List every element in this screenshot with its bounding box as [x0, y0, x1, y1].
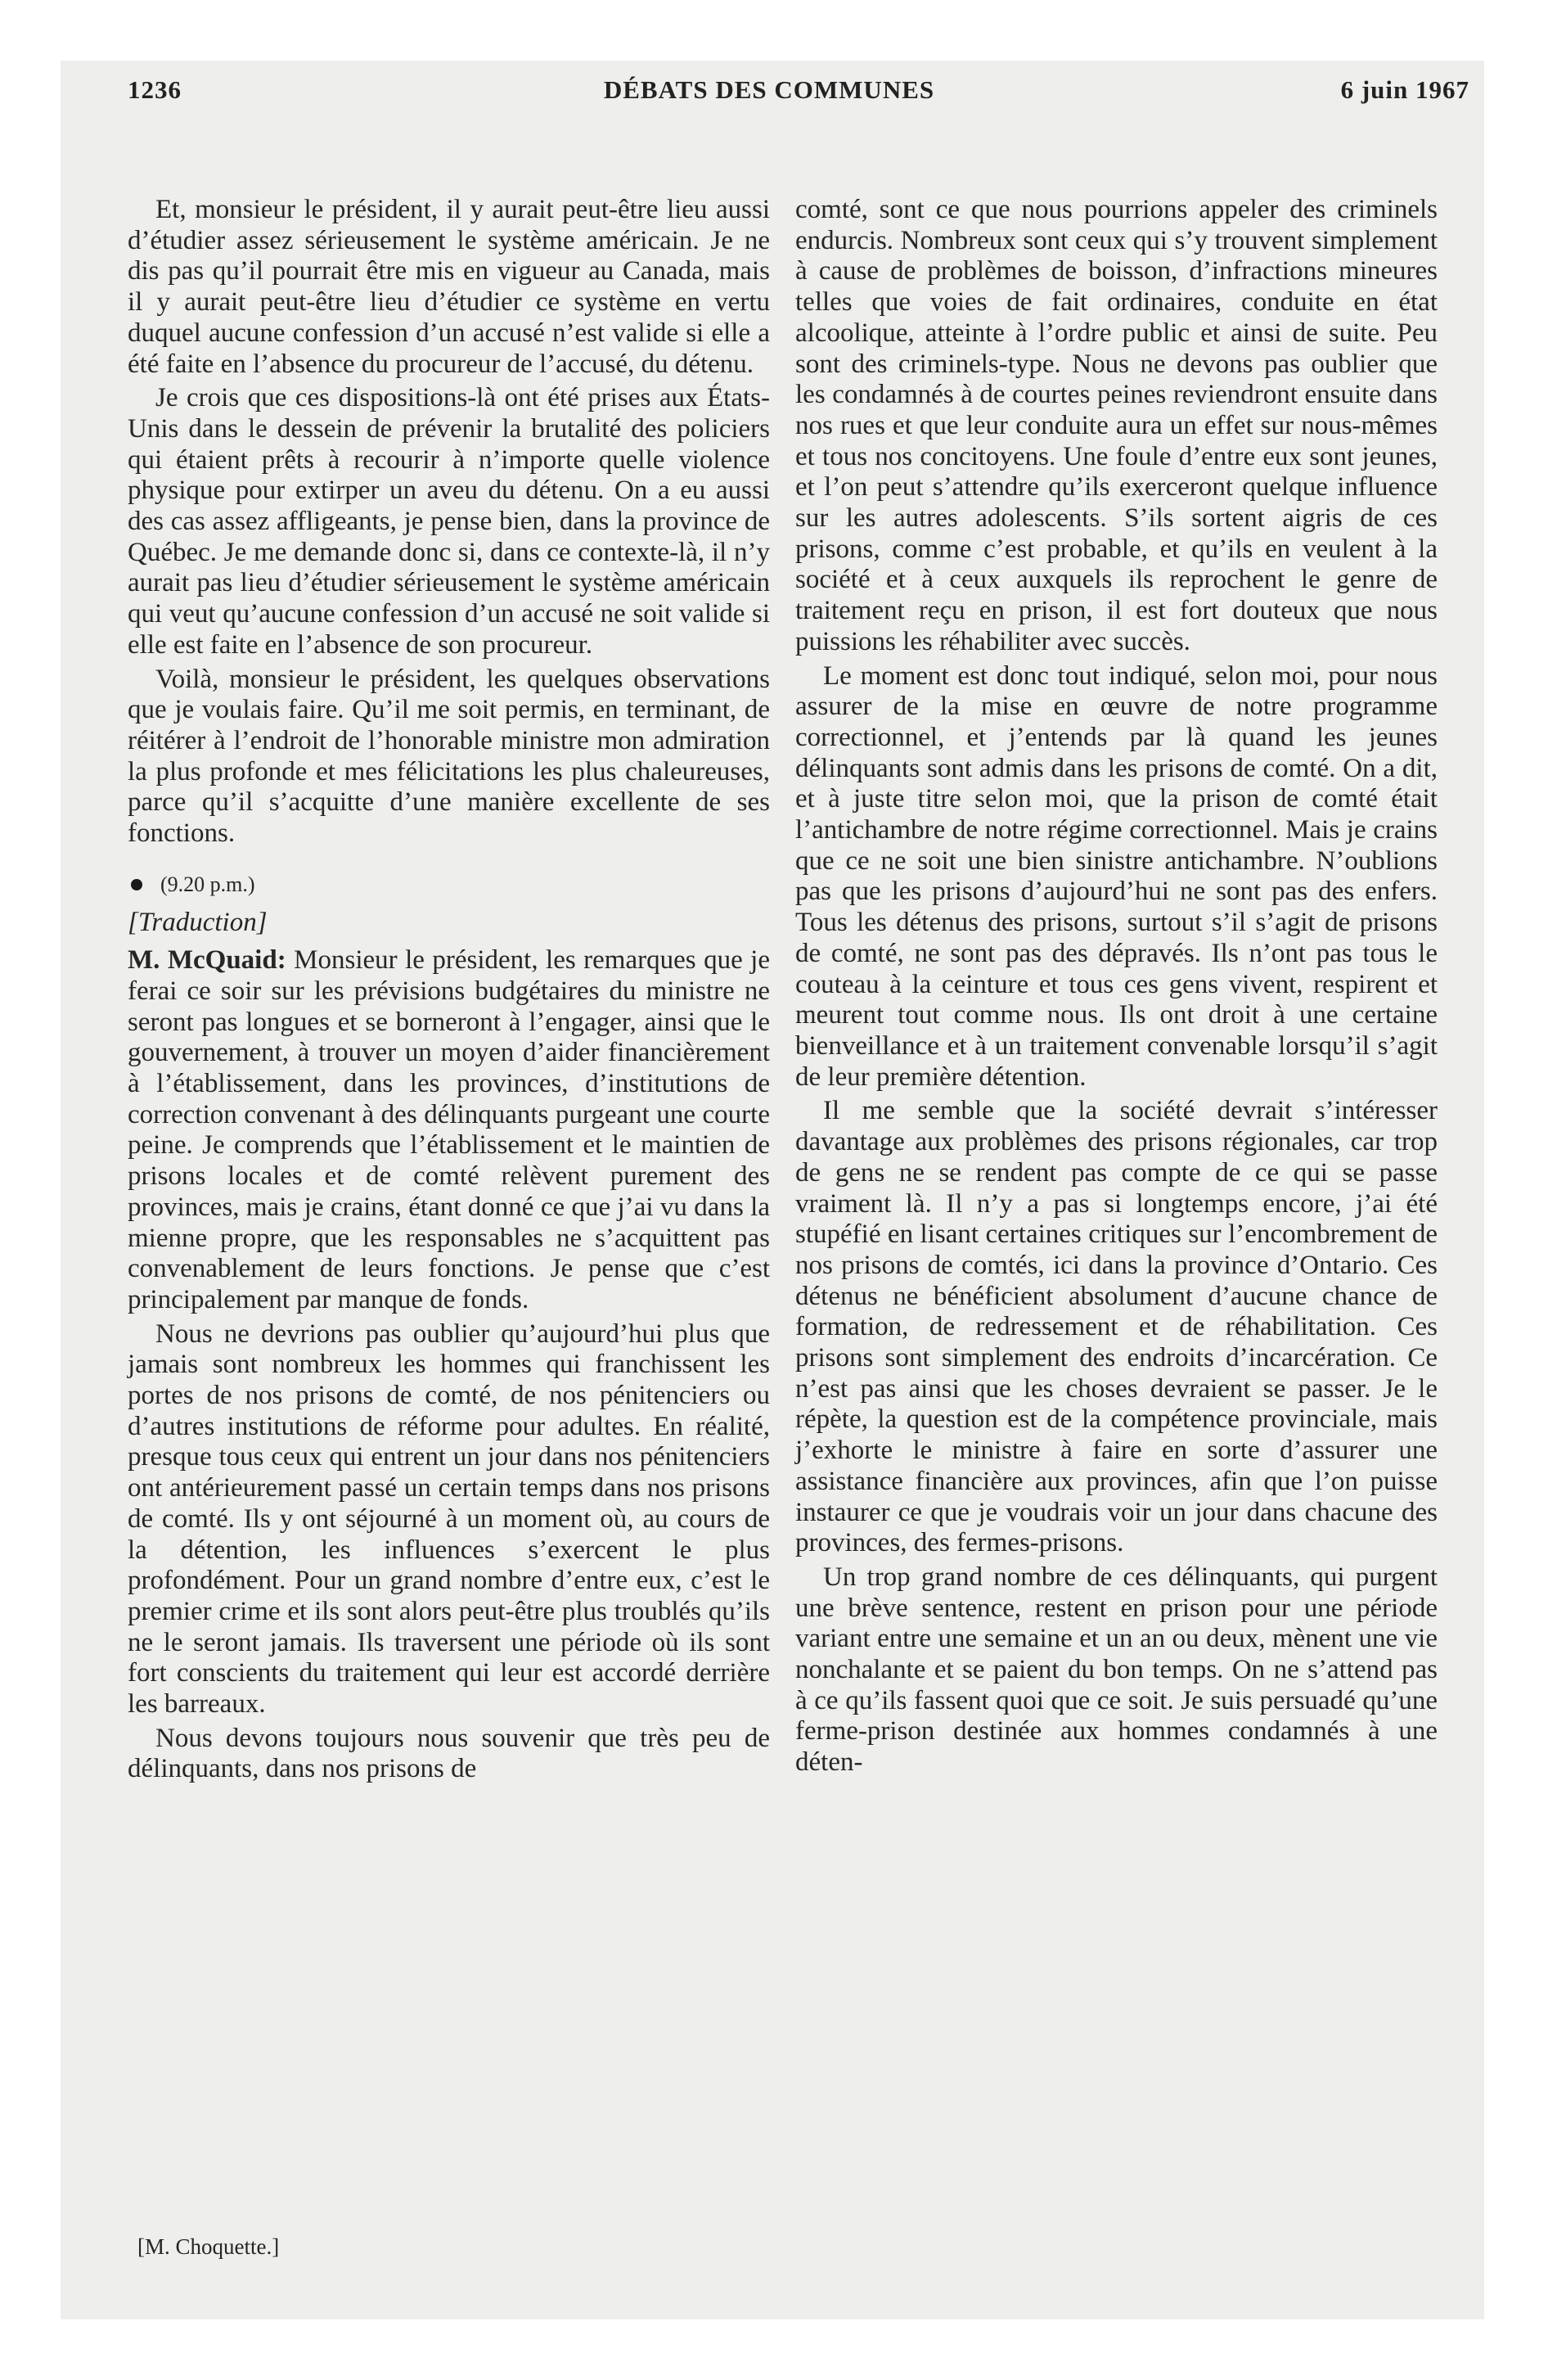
- time-marker: [128, 869, 770, 900]
- paragraph: Il me semble que la société devrait s’intéresser davantage aux problèmes des prisons régionales, car trop de gens ne se rendent pas compte de ce qui se passe vraiment là. Il n’y a pas si longtemps encore, j’ai été stupéfié en lisant certaines critiques sur l’encombrement de nos prisons de comtés, ici dans la province d’Ontario. Ces détenus ne bénéficient absolument d’aucune chance de formation, de redressement et de réhabilitation. Ces prisons sont simplement des endroits d’incarcération. Ce n’est pas ainsi que les choses devraient se passer. Je le répète, la question est de la compétence provinciale, mais j’exhorte le ministre à faire en sorte d’assurer une assistance financière aux provinces, afin que l’on puisse instaurer ce que je voudrais voir un jour dans chacune des provinces, des fermes-prisons.: [795, 1096, 1438, 1558]
- bullet-icon: [131, 879, 142, 890]
- paragraph: Un trop grand nombre de ces délinquants, qui purgent une brève sentence, restent en prison pour une période variant entre une semaine et un an ou deux, mènent une vie nonchalante et se paient du bon temps. On ne s’attend pas à ce qu’ils fassent quoi que ce soit. Je suis persuadé qu’une ferme-prison destinée aux hommes condamnés à une déten-: [795, 1562, 1438, 1778]
- issue-date: 6 juin 1967: [1340, 75, 1469, 104]
- time-marker-text: (9.20 p.m.): [160, 872, 255, 896]
- paragraph: Nous ne devrions pas oublier qu’aujourd’hui plus que jamais sont nombreux les hommes qui franchissent les portes de nos prisons de comté, de nos pénitenciers ou d’autres institutions de réforme pour adultes. En réalité, presque tous ceux qui entrent un jour dans nos pénitenciers ont antérieurement passé un certain temps dans nos prisons de comté. Ils y ont séjourné à un moment où, au cours de la détention, les influences s’exercent le plus profondément. Pour un grand nombre d’entre eux, c’est le premier crime et ils sont alors peut-être plus troublés qu’ils ne le seront jamais. Ils traversent une période où ils sont fort conscients du traitement qui leur est accordé derrière les barreaux.: [128, 1318, 770, 1720]
- paragraph: Je crois que ces dispositions-là ont été prises aux États-Unis dans le dessein de prévenir la brutalité des policiers qui étaient prêts à recourir à n’importe quelle violence physique pour extirper un aveu du détenu. On a eu aussi des cas assez affligeants, je pense bien, dans la province de Québec. Je me demande donc si, dans ce contexte-là, il n’y aurait pas lieu d’étudier sérieusement le système américain qui veut qu’aucune confession d’un accusé ne soit valide si elle est faite en l’absence de son procureur.: [128, 383, 770, 660]
- paragraph: comté, sont ce que nous pourrions appeler des criminels endurcis. Nombreux sont ceux qui s’y trouvent simplement à cause de problèmes de boisson, d’infractions mineures telles que voies de fait ordinaires, conduite en état alcoolique, atteinte à l’ordre public et ainsi de suite. Peu sont des criminels-type. Nous ne devons pas oublier que les condamnés à de courtes peines reviendront ensuite dans nos rues et que leur conduite aura un effet sur nous-mêmes et tous nos concitoyens. Une foule d’entre eux sont jeunes, et l’on peut s’attendre qu’ils exerceront quelque influence sur les autres adolescents. S’ils sortent aigris de ces prisons, comme c’est probable, et qu’ils en veulent à la société et à ceux auxquels ils reprochent le genre de traitement reçu en prison, il est fort douteux que nous puissions les réhabiliter avec succès.: [795, 195, 1438, 656]
- page-header: [69, 75, 1469, 108]
- paragraph: Voilà, monsieur le président, les quelques observations que je voulais faire. Qu’il me soit permis, en terminant, de réitérer à l’endroit de l’honorable ministre mon admiration la plus profonde et mes félicitations les plus chaleureuses, parce qu’il s’acquitte d’une manière excellente de ses fonctions.: [128, 664, 770, 849]
- footer-attribution: [M. Choquette.]: [137, 2234, 280, 2259]
- translation-note: [Traduction]: [128, 908, 268, 938]
- page-number: 1236: [128, 75, 182, 104]
- paragraph: Le moment est donc tout indiqué, selon moi, pour nous assurer de la mise en œuvre de notre programme correctionnel, et j’entends par là quand les jeunes délinquants sont admis dans les prisons de comté. On a dit, et à juste titre selon moi, que la prison de comté était l’antichambre de notre régime correctionnel. Mais je crains que ce ne soit une bien sinistre antichambre. N’oublions pas que les prisons d’aujourd’hui ne sont pas des enfers. Tous les détenus des prisons, surtout s’il s’agit de prisons de comté, ne sont pas des dépravés. Ils n’ont pas tous le couteau à la ceinture et tous ces gens vivent, respirent et meurent tout comme nous. Ils ont droit à une certaine bienveillance et à un traitement convenable lorsqu’il s’agit de leur première détention.: [795, 660, 1438, 1092]
- paragraph: Et, monsieur le président, il y aurait peut-être lieu aussi d’étudier assez sérieusement le système américain. Je ne dis pas qu’il pourrait être mis en vigueur au Canada, mais il y aurait peut-être lieu d’étudier ce système en vertu duquel aucune confession d’un accusé n’est valide si elle a été faite en l’absence du procureur de l’accusé, du détenu.: [128, 195, 770, 379]
- left-column: [128, 195, 770, 1788]
- speaker-name: M. McQuaid:: [128, 945, 286, 976]
- right-column: [795, 195, 1438, 1782]
- speech-text: Monsieur le président, les remarques que je ferai ce soir sur les prévisions budgétaires du ministre ne seront pas longues et se borneront à l’engager, ainsi que le gouvernement, à trouver un moyen d’aider financièrement à l’établissement, dans les provinces, d’institutions de correction convenant à des délinquants purgeant une courte peine. Je comprends que l’établissement et le maintien de prisons locales et de comté relèvent purement des provinces, mais je crains, étant donné ce que j’ai vu dans la mienne propre, que les responsables ne s’acquittent pas convenablement de leurs fonctions. Je pense que c’est principalement par manque de fonds.: [128, 945, 770, 1314]
- running-title: DÉBATS DES COMMUNES: [603, 75, 935, 104]
- paragraph: Nous devons toujours nous souvenir que très peu de délinquants, dans nos prisons de: [128, 1723, 770, 1784]
- speech-paragraph: [128, 945, 770, 1315]
